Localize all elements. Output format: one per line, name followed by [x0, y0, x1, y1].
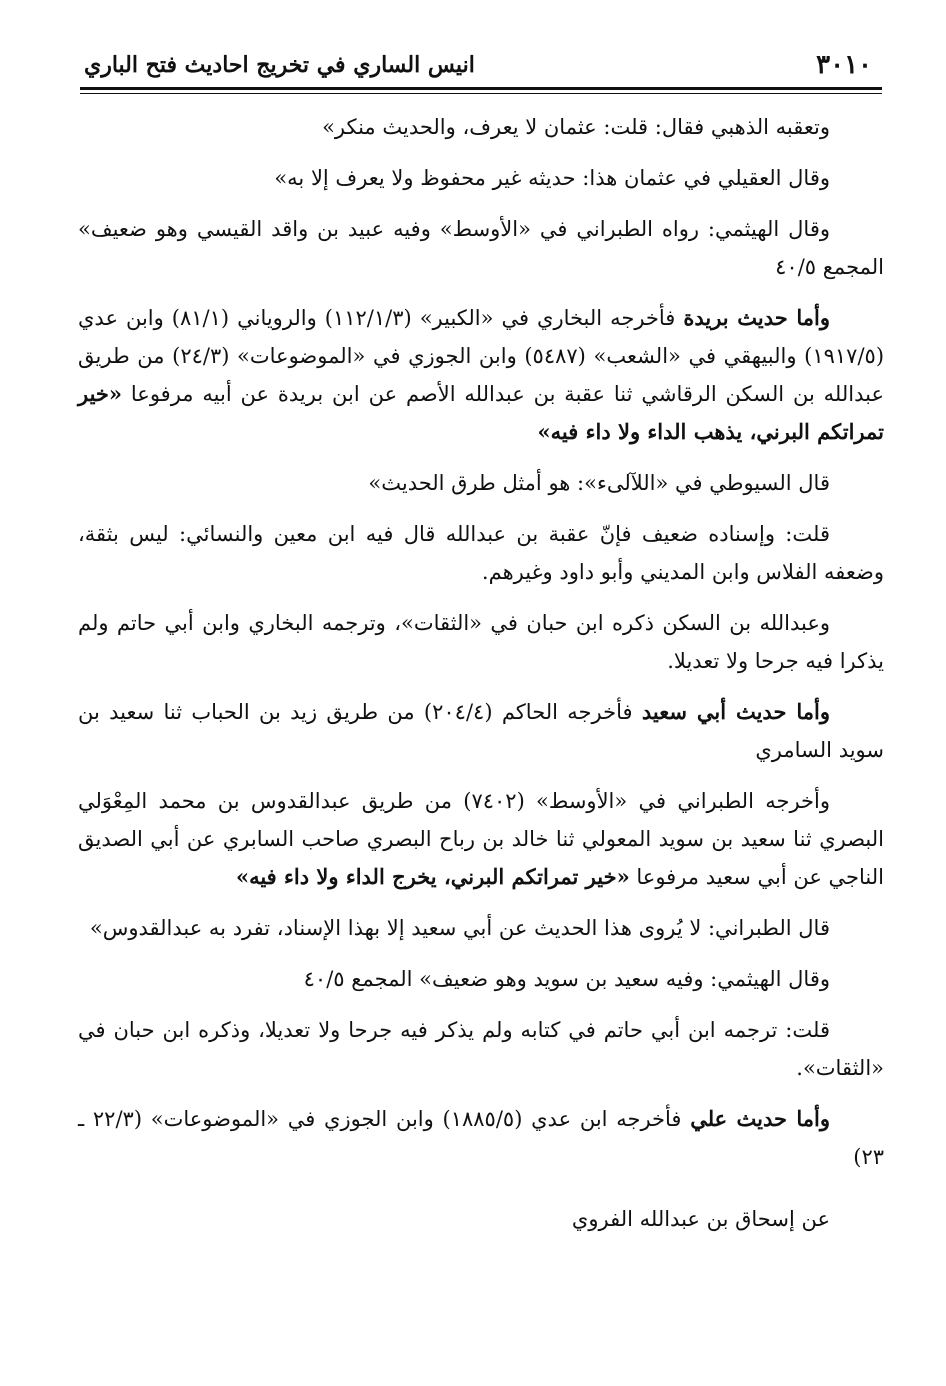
- paragraph: [78, 108, 884, 146]
- section-heading: وأما حديث علي: [690, 1106, 831, 1131]
- paragraph-text: قلت: وإسناده ضعيف فإنّ عقبة بن عبدالله قال فيه ابن معين والنسائي: ليس بثقة، وضعفه الفلاس وابن المديني وأبو داود وغيرهم.: [78, 522, 884, 584]
- paragraph-text: فأخرجه ابن عدي (١٨٨٥/٥) وابن الجوزي في «الموضوعات» (٢٢/٣ ـ ٢٣): [78, 1107, 884, 1169]
- paragraph: [78, 1100, 884, 1176]
- running-title: انيس الساري في تخريج احاديث فتح الباري: [84, 52, 475, 78]
- body-text: [78, 108, 884, 1251]
- paragraph-text: فأخرجه البخاري في «الكبير» (١١٢/١/٣) والروياني (٨١/١) وابن عدي (١٩١٧/٥) والبيهقي في «الشعب» (٥٤٨٧) وابن الجوزي في «الموضوعات» (٢٤/٣) من طريق عبدالله بن السكن الرقاشي ثنا عقبة بن عبدالله الأصم عن ابن بريدة عن أبيه مرفوعا: [78, 306, 885, 406]
- paragraph: [78, 782, 884, 896]
- paragraph: [78, 159, 884, 197]
- section-heading: وأما حديث أبي سعيد: [641, 699, 830, 724]
- paragraph-text: فأخرجه الحاكم (٢٠٤/٤) من طريق زيد بن الحباب ثنا سعيد بن سويد السامري: [78, 700, 884, 762]
- paragraph: [78, 960, 884, 998]
- page-number: ٣٠١٠: [816, 50, 872, 80]
- paragraph-text: وقال الهيثمي: وفيه سعيد بن سويد وهو ضعيف» المجمع ٤٠/٥: [303, 967, 830, 991]
- paragraph: [78, 299, 884, 451]
- hadith-quote: «خير تمراتكم البرني، يذهب الداء ولا داء فيه»: [78, 381, 884, 444]
- paragraph-text: قلت: ترجمه ابن أبي حاتم في كتابه ولم يذكر فيه جرحا ولا تعديلا، وذكره ابن حبان في «الثقات».: [78, 1018, 884, 1080]
- paragraph-text: قال الطبراني: لا يُروى هذا الحديث عن أبي سعيد إلا بهذا الإسناد، تفرد به عبدالقدوس»: [89, 916, 830, 940]
- page-header: [80, 48, 880, 88]
- paragraph: [78, 515, 884, 591]
- paragraph-text: وقال الهيثمي: رواه الطبراني في «الأوسط» وفيه عبيد بن واقد القيسي وهو ضعيف» المجمع ٤٠/٥: [78, 217, 884, 279]
- section-heading: وأما حديث بريدة: [683, 305, 830, 330]
- paragraph: [78, 210, 884, 286]
- paragraph-text: وقال العقيلي في عثمان هذا: حديثه غير محفوظ ولا يعرف إلا به»: [274, 166, 830, 190]
- paragraph: [78, 909, 884, 947]
- paragraph: [78, 464, 884, 502]
- paragraph-text: وتعقبه الذهبي فقال: قلت: عثمان لا يعرف، والحديث منكر»: [322, 115, 830, 139]
- hadith-quote: «خير تمراتكم البرني، يخرج الداء ولا داء فيه»: [235, 864, 630, 889]
- paragraph: [78, 604, 884, 680]
- header-rule: [80, 87, 882, 90]
- paragraph-text: وعبدالله بن السكن ذكره ابن حبان في «الثقات»، وترجمه البخاري وابن أبي حاتم ولم يذكرا فيه جرحا ولا تعديلا.: [78, 611, 884, 673]
- paragraph: [78, 1200, 884, 1238]
- paragraph: [78, 1011, 884, 1087]
- paragraph-text: عن إسحاق بن عبدالله الفروي: [571, 1207, 830, 1231]
- paragraph: [78, 693, 884, 769]
- paragraph-text: قال السيوطي في «اللآلىء»: هو أمثل طرق الحديث»: [368, 471, 830, 495]
- header-rule-thin: [80, 93, 882, 94]
- paragraph-text: وأخرجه الطبراني في «الأوسط» (٧٤٠٢) من طريق عبدالقدوس بن محمد المِعْوَلي البصري ثنا سعيد بن سويد المعولي ثنا خالد بن رباح البصري صاحب السابري عن أبي الصديق الناجي عن أبي سعيد مرفوعا: [78, 789, 884, 889]
